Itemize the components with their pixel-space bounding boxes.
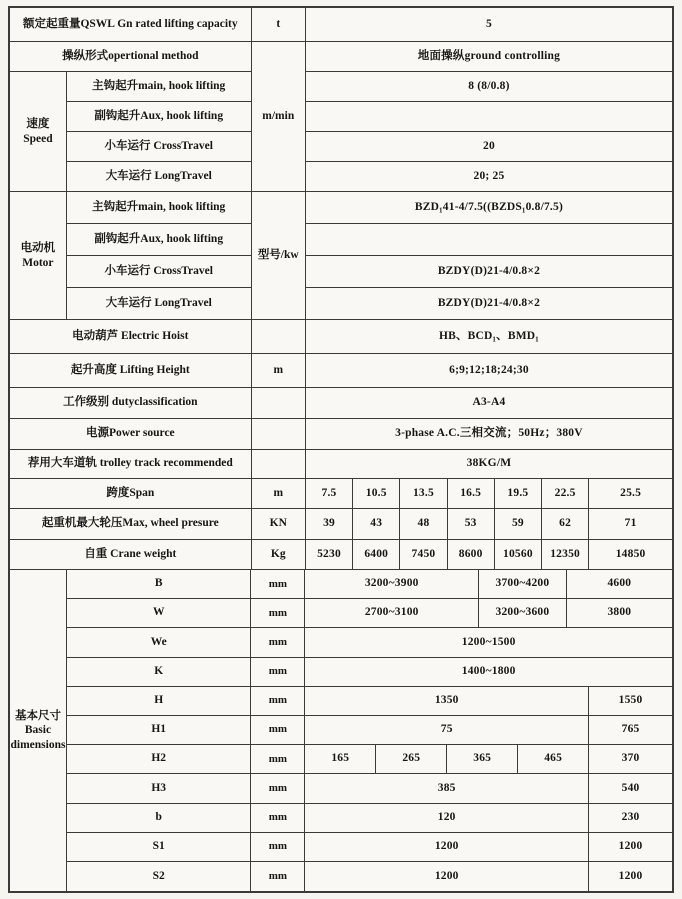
- weight-value-6: 14850: [589, 540, 672, 570]
- duty-value: A3-A4: [306, 388, 672, 419]
- basic-K-label: K: [67, 658, 252, 687]
- speed-value-main-hook: 8 (8/0.8): [306, 72, 672, 102]
- motor-label-cross-travel: 小车运行 CrossTravel: [67, 256, 252, 288]
- track-label: 荐用大车道轨 trolley track recommended: [10, 450, 252, 479]
- motor-group-cn: 电动机: [20, 242, 56, 255]
- basic-row-We: [67, 628, 672, 657]
- motor-label-main-hook: 主钩起升main, hook lifting: [67, 192, 252, 224]
- motor-value-long-travel: BZDY(D)21-4/0.8×2: [306, 288, 672, 320]
- basic-row-H2: [67, 745, 672, 774]
- basic-S2-value-0: 1200: [305, 862, 589, 891]
- power-value: 3-phase A.C.三相交流；50Hz；380V: [306, 419, 672, 450]
- basic-B-unit: mm: [251, 570, 305, 599]
- wheel-value-5: 62: [542, 509, 589, 540]
- lifting-height-unit: m: [252, 354, 306, 388]
- basic-S2-value-1: 1200: [618, 869, 643, 882]
- duty-row: [10, 388, 672, 419]
- speed-label-cross-travel: 小车运行 CrossTravel: [67, 132, 252, 162]
- basic-We-values: [305, 628, 672, 657]
- basic-b-value-0: 120: [305, 804, 589, 833]
- span-unit: m: [252, 479, 306, 509]
- speed-value-cross-travel: 20: [306, 132, 672, 162]
- basic-S2-unit: mm: [251, 862, 305, 891]
- speed-unit: m/min: [252, 42, 306, 192]
- basic-S1-label: S1: [67, 833, 252, 862]
- lifting-height-label: 起升高度 Lifting Height: [10, 354, 252, 388]
- basic-row-S1: [67, 833, 672, 862]
- weight-unit: Kg: [252, 540, 306, 570]
- lifting-height-row: [10, 354, 672, 388]
- basic-H1-unit: mm: [251, 716, 305, 745]
- basic-K-values: [305, 658, 672, 687]
- basic-H2-label: H2: [67, 745, 252, 774]
- basic-We-label: We: [67, 628, 252, 657]
- motor-unit: 型号/kw: [252, 192, 306, 320]
- basic-B-value-2: 4600: [567, 570, 672, 599]
- span-values: [306, 479, 672, 509]
- basic-row-S2: [67, 862, 672, 891]
- basic-W-value-1: 3200~3600: [479, 599, 567, 628]
- speed-group-en: Speed: [23, 132, 53, 145]
- duty-unit: [252, 388, 306, 419]
- basic-W-label: W: [67, 599, 252, 628]
- weight-value-0: 5230: [306, 540, 353, 570]
- capacity-unit: t: [252, 8, 306, 42]
- hoist-unit: [252, 320, 306, 354]
- capacity-label: 额定起重量QSWL Gn rated lifting capacity: [10, 8, 252, 42]
- wheel-value-6: 71: [589, 509, 672, 540]
- weight-value-1: 6400: [353, 540, 400, 570]
- basic-S1-value-1: 1200: [589, 833, 672, 862]
- basic-H3-unit: mm: [251, 774, 305, 803]
- speed-group-cn: 速度: [26, 118, 50, 131]
- basic-H-unit: mm: [251, 687, 305, 716]
- basic-S2-values: [305, 862, 672, 891]
- basic-b-values: [305, 804, 672, 833]
- basic-group-label: [10, 570, 67, 891]
- motor-value-cross-travel: BZDY(D)21-4/0.8×2: [306, 256, 672, 288]
- basic-B-label: B: [67, 570, 252, 599]
- basic-W-value-0: 2700~3100: [305, 599, 479, 628]
- motor-label-long-travel: 大车运行 LongTravel: [67, 288, 252, 320]
- span-row: [10, 479, 672, 509]
- basic-row-B: [67, 570, 672, 599]
- weight-row: [10, 540, 672, 570]
- basic-H1-values: [305, 716, 672, 745]
- basic-S1-values: [305, 833, 672, 862]
- span-value-3: 16.5: [448, 479, 495, 509]
- weight-value-5: 12350: [542, 540, 589, 570]
- basic-H-value-1: 1550: [589, 687, 672, 716]
- wheel-value-2: 48: [400, 509, 447, 540]
- basic-H3-value-0: 385: [305, 774, 589, 803]
- basic-row-H: [67, 687, 672, 716]
- basic-H2-unit: mm: [251, 745, 305, 774]
- basic-H3-label: H3: [67, 774, 252, 803]
- power-label: 电源Power source: [10, 419, 252, 450]
- basic-row-H1: [67, 716, 672, 745]
- speed-group: [10, 72, 252, 192]
- span-value-6: 25.5: [589, 479, 672, 509]
- basic-b-label: b: [67, 804, 252, 833]
- basic-row-W: [67, 599, 672, 628]
- lifting-height-value: 6;9;12;18;24;30: [306, 354, 672, 388]
- basic-H3-value-1: 540: [589, 774, 672, 803]
- method-label: 操纵形式opertional method: [10, 42, 252, 72]
- basic-group-en2: dimensions: [10, 738, 66, 751]
- wheel-value-0: 39: [306, 509, 353, 540]
- basic-H1-label: H1: [67, 716, 252, 745]
- speed-sublabels: [67, 72, 252, 192]
- wheel-value-3: 53: [448, 509, 495, 540]
- power-unit: [252, 419, 306, 450]
- weight-label: 自重 Crane weight: [10, 540, 252, 570]
- weight-values: [306, 540, 672, 570]
- basic-H1-value-0: 75: [305, 716, 589, 745]
- basic-H-values: [305, 687, 672, 716]
- method-speed-labels: [10, 42, 252, 192]
- motor-sublabels: [67, 192, 252, 320]
- basic-group-cn: 基本尺寸: [14, 709, 61, 722]
- track-row: [10, 450, 672, 479]
- wheel-value-1: 43: [353, 509, 400, 540]
- method-speed-section: [10, 42, 672, 192]
- weight-value-4: 10560: [495, 540, 542, 570]
- span-value-4: 19.5: [495, 479, 542, 509]
- hoist-row: [10, 320, 672, 354]
- basic-rows: [67, 570, 672, 891]
- method-value: 地面操纵ground controlling: [306, 42, 672, 72]
- basic-row-K: [67, 658, 672, 687]
- speed-value-aux-hook: [306, 102, 672, 132]
- wheel-unit: KN: [252, 509, 306, 540]
- motor-values: [306, 192, 672, 320]
- basic-H2-values: [305, 745, 672, 774]
- basic-S1-unit: mm: [251, 833, 305, 862]
- capacity-value: 5: [306, 8, 672, 42]
- weight-value-2: 7450: [400, 540, 447, 570]
- basic-group-en1: Basic: [24, 724, 52, 737]
- speed-value-long-travel: 20; 25: [306, 162, 672, 192]
- motor-group-label: [10, 192, 67, 320]
- basic-S1-value-0: 1200: [305, 833, 589, 862]
- motor-value-aux-hook: [306, 224, 672, 256]
- power-row: [10, 419, 672, 450]
- basic-W-value-2: 3800: [567, 599, 672, 628]
- basic-H2-value-3: 465: [518, 745, 589, 774]
- basic-We-value-0: 1200~1500: [305, 628, 672, 657]
- motor-labels: [10, 192, 252, 320]
- speed-label-main-hook: 主钩起升main, hook lifting: [67, 72, 252, 102]
- speed-label-long-travel: 大车运行 LongTravel: [67, 162, 252, 192]
- wheel-value-4: 59: [495, 509, 542, 540]
- basic-H1-value-1: 765: [589, 716, 672, 745]
- motor-value-main-hook: BZD₁41-4/7.5((BZDS₁0.8/7.5): [306, 192, 672, 224]
- crane-spec-table: [8, 6, 674, 893]
- basic-W-unit: mm: [251, 599, 305, 628]
- basic-H3-values: [305, 774, 672, 803]
- basic-H2-value-1: 265: [376, 745, 447, 774]
- wheel-values: [306, 509, 672, 540]
- basic-b-unit: mm: [251, 804, 305, 833]
- span-value-5: 22.5: [542, 479, 589, 509]
- basic-W-values: [305, 599, 672, 628]
- basic-K-value-0: 1400~1800: [305, 658, 672, 687]
- motor-section: [10, 192, 672, 320]
- track-unit: [252, 450, 306, 479]
- motor-group-en: Motor: [22, 256, 54, 269]
- span-value-0: 7.5: [306, 479, 353, 509]
- wheel-row: [10, 509, 672, 540]
- basic-H-value-0: 1350: [305, 687, 589, 716]
- weight-value-3: 8600: [448, 540, 495, 570]
- basic-b-value-1: 230: [589, 804, 672, 833]
- basic-row-b: [67, 804, 672, 833]
- method-speed-values: [306, 42, 672, 192]
- basic-B-value-1: 3700~4200: [479, 570, 567, 599]
- span-value-2: 13.5: [400, 479, 447, 509]
- speed-label-aux-hook: 副钩起升Aux, hook lifting: [67, 102, 252, 132]
- basic-dimensions-section: [10, 570, 672, 891]
- basic-B-value-0: 3200~3900: [305, 570, 479, 599]
- basic-We-unit: mm: [251, 628, 305, 657]
- track-value: 38KG/M: [306, 450, 672, 479]
- motor-label-aux-hook: 副钩起升Aux, hook lifting: [67, 224, 252, 256]
- basic-H2-value-0: 165: [305, 745, 376, 774]
- basic-row-H3: [67, 774, 672, 803]
- duty-label: 工作级别 dutyclassification: [10, 388, 252, 419]
- span-value-1: 10.5: [353, 479, 400, 509]
- basic-S2-label: S2: [67, 862, 252, 891]
- capacity-row: [10, 8, 672, 42]
- speed-group-label: [10, 72, 67, 192]
- basic-H2-value-4: 370: [589, 745, 672, 774]
- wheel-label: 起重机最大轮压Max, wheel presure: [10, 509, 252, 540]
- basic-H-label: H: [67, 687, 252, 716]
- hoist-label: 电动葫芦 Electric Hoist: [10, 320, 252, 354]
- basic-K-unit: mm: [251, 658, 305, 687]
- basic-H2-value-2: 365: [447, 745, 518, 774]
- hoist-value: HB、BCD₁、BMD₁: [306, 320, 672, 354]
- basic-B-values: [305, 570, 672, 599]
- span-label: 跨度Span: [10, 479, 252, 509]
